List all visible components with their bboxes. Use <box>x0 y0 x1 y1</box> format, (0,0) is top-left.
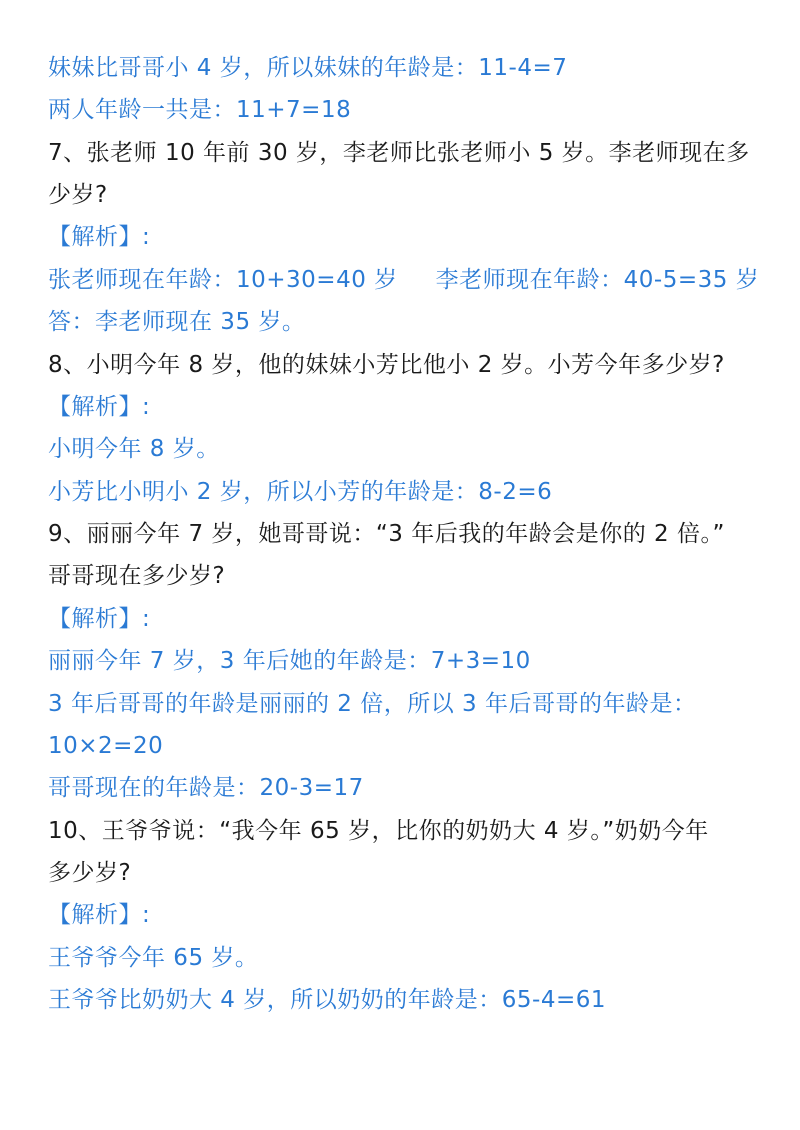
answer-segment: 张老师现在年龄：10+30=40 岁 <box>48 267 398 293</box>
question-10-line-1: 10、王爷爷说：“我今年 65 岁，比你的奶奶大 4 岁。”奶奶今年 <box>48 818 709 844</box>
answer-line: 小明今年 8 岁。 <box>48 436 220 462</box>
answer-line: 两人年龄一共是：11+7=18 <box>48 97 352 123</box>
analysis-label: 【解析】: <box>48 606 151 632</box>
analysis-label: 【解析】: <box>48 902 151 928</box>
analysis-label: 【解析】: <box>48 224 151 250</box>
answer-line: 小芳比小明小 2 岁，所以小芳的年龄是：8-2=6 <box>48 479 553 505</box>
question-8: 8、小明今年 8 岁，他的妹妹小芳比他小 2 岁。小芳今年多少岁? <box>48 352 725 378</box>
answer-line: 妹妹比哥哥小 4 岁，所以妹妹的年龄是：11-4=7 <box>48 55 568 81</box>
answer-line: 哥哥现在的年龄是：20-3=17 <box>48 775 364 801</box>
question-9-line-1: 9、丽丽今年 7 岁，她哥哥说：“3 年后我的年龄会是你的 2 倍。” <box>48 521 725 547</box>
analysis-label: 【解析】: <box>48 394 151 420</box>
answer-line: 答：李老师现在 35 岁。 <box>48 309 306 335</box>
answer-segment: 李老师现在年龄：40-5=35 岁 <box>435 267 760 293</box>
question-9-line-2: 哥哥现在多少岁? <box>48 563 226 589</box>
answer-line: 丽丽今年 7 岁，3 年后她的年龄是：7+3=10 <box>48 648 531 674</box>
question-10-line-2: 多少岁? <box>48 860 132 886</box>
question-7-line-2: 少岁? <box>48 182 108 208</box>
answer-line: 王爷爷今年 65 岁。 <box>48 945 259 971</box>
answer-line <box>48 263 770 297</box>
answer-line: 10×2=20 <box>48 733 164 759</box>
question-7-line-1: 7、张老师 10 年前 30 岁，李老师比张老师小 5 岁。李老师现在多 <box>48 140 750 166</box>
answer-line: 3 年后哥哥的年龄是丽丽的 2 倍，所以 3 年后哥哥的年龄是： <box>48 691 697 717</box>
answer-line: 王爷爷比奶奶大 4 岁，所以奶奶的年龄是：65-4=61 <box>48 987 606 1013</box>
